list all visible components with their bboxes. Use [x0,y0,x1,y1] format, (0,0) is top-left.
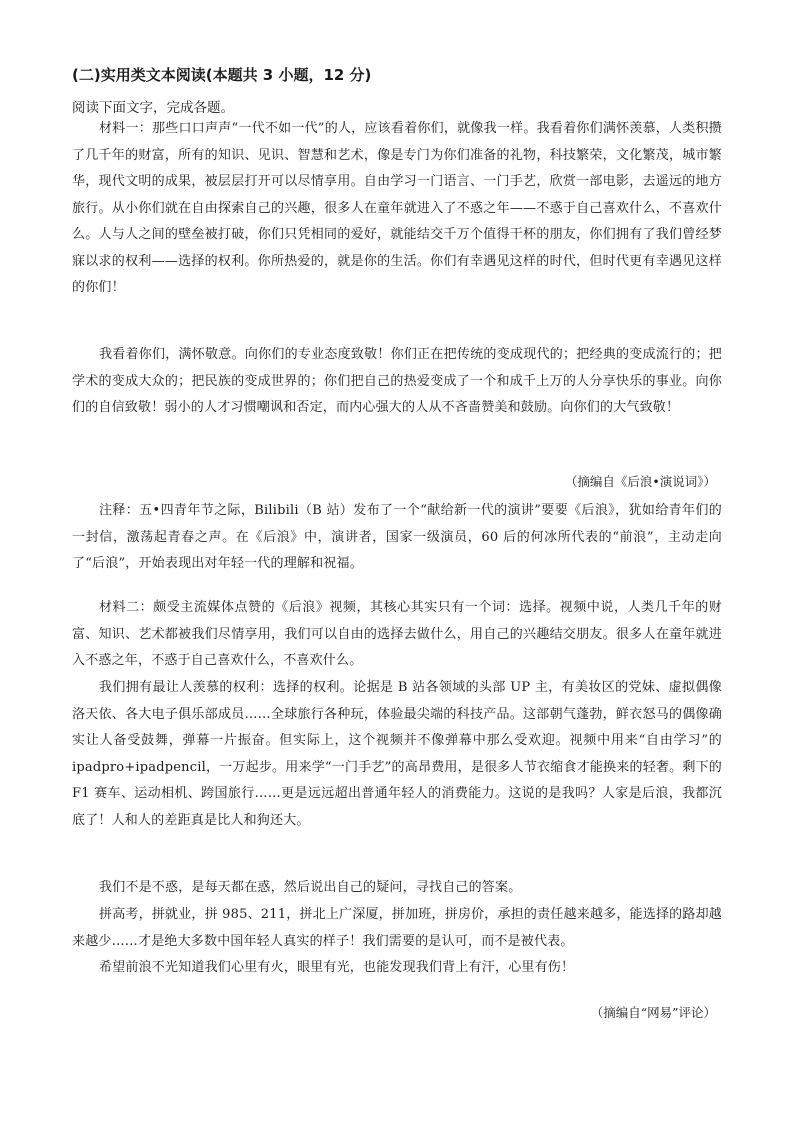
reading-instruction: 阅读下面文字，完成各题。 [72,100,234,116]
material2-paragraph-5: 希望前浪不光知道我们心里有火，眼里有光，也能发现我们背上有汗，心里有伤！ [99,960,575,975]
material2-source: （摘编自“网易”评论） [590,1005,716,1020]
material2-paragraph-3: 我们不是不惑，是每天都在惑，然后说出自己的疑问，寻找自己的答案。 [99,880,522,895]
section-heading: (二)实用类文本阅读(本题共 3 小题，12 分) [72,66,372,84]
material2-paragraph-4: 拼高考，拼就业，拼 985、211，拼北上广深厦，拼加班，拼房价，承担的责任越来越多，能选择的路却越来越少……才是绝大多数中国年轻人真实的样子！我们需要的是认可，而不是被代表。 [72,907,722,949]
material1-source: （摘编自《后浪•演说词》） [564,474,716,489]
material2-paragraph-2: 我们拥有最让人羡慕的权利：选择的权利。论据是 B 站各领域的头部 UP 主，有美妆区的党妹、虚拟偶像洛天依、各大电子俱乐部成员……全球旅行各种玩，体验最尖端的科技产品。这部朝气蓬勃，鲜衣怒马的偶像确实让人备受鼓舞，弹幕一片振奋。但实际上，这个视频并不像弹幕中那么受欢迎。视频中用来“自由学习”的 ipadpro+ipadpencil，一万起步。用来学“一门手艺”的高昂费用，是很多人节衣缩食才能换来的轻奢。剩下的 F1 赛车、运动相机、跨国旅行……更是远远超出普通年轻人的消费能力。这说的是我吗？人家是后浪，我都沉底了！人和人的差距真是比人和狗还大。 [72,680,722,828]
note-paragraph: 注释：五•四青年节之际，Bilibili（B 站）发布了一个“献给新一代的演讲”要要《后浪》，犹如给青年们的一封信，激荡起青春之声。在《后浪》中，演讲者，国家一级演员，60 后的何冰所代表的“前浪”，主动走向了“后浪”，开始表现出对年轻一代的理解和祝福。 [72,503,722,571]
material2-paragraph-1: 材料二：颇受主流媒体点赞的《后浪》视频，其核心其实只有一个词：选择。视频中说，人类几千年的财富、知识、艺术都被我们尽情享用，我们可以自由的选择去做什么，用自己的兴趣结交朋友。很多人在童年就进入不惑之年，不惑于自己喜欢什么，不喜欢什么。 [72,600,722,668]
material1-paragraph-1: 材料一：那些口口声声“一代不如一代”的人，应该看着你们，就像我一样。我看着你们满怀羡慕，人类积攒了几千年的财富，所有的知识、见识、智慧和艺术，像是专门为你们准备的礼物，科技繁荣，文化繁茂，城市繁华，现代文明的成果，被层层打开可以尽情享用。自由学习一门语言、一门手艺，欣赏一部电影，去遥远的地方旅行。从小你们就在自由探索自己的兴趣，很多人在童年就进入了不惑之年——不惑于自己喜欢什么，不喜欢什么。人与人之间的壁垒被打破，你们只凭相同的爱好，就能结交千万个值得干杯的朋友，你们拥有了我们曾经梦寐以求的权利——选择的权利。你所热爱的，就是你的生活。你们有幸遇见这样的时代，但时代更有幸遇见这样的你们！ [72,121,722,295]
material1-paragraph-2: 我看着你们，满怀敬意。向你们的专业态度致敬！你们正在把传统的变成现代的；把经典的变成流行的；把学术的变成大众的；把民族的变成世界的；你们把自己的热爱变成了一个和成千上万的人分享快乐的事业。向你们的自信致敬！弱小的人才习惯嘲讽和否定，而内心强大的人从不吝啬赞美和鼓励。向你们的大气致敬！ [72,347,722,415]
